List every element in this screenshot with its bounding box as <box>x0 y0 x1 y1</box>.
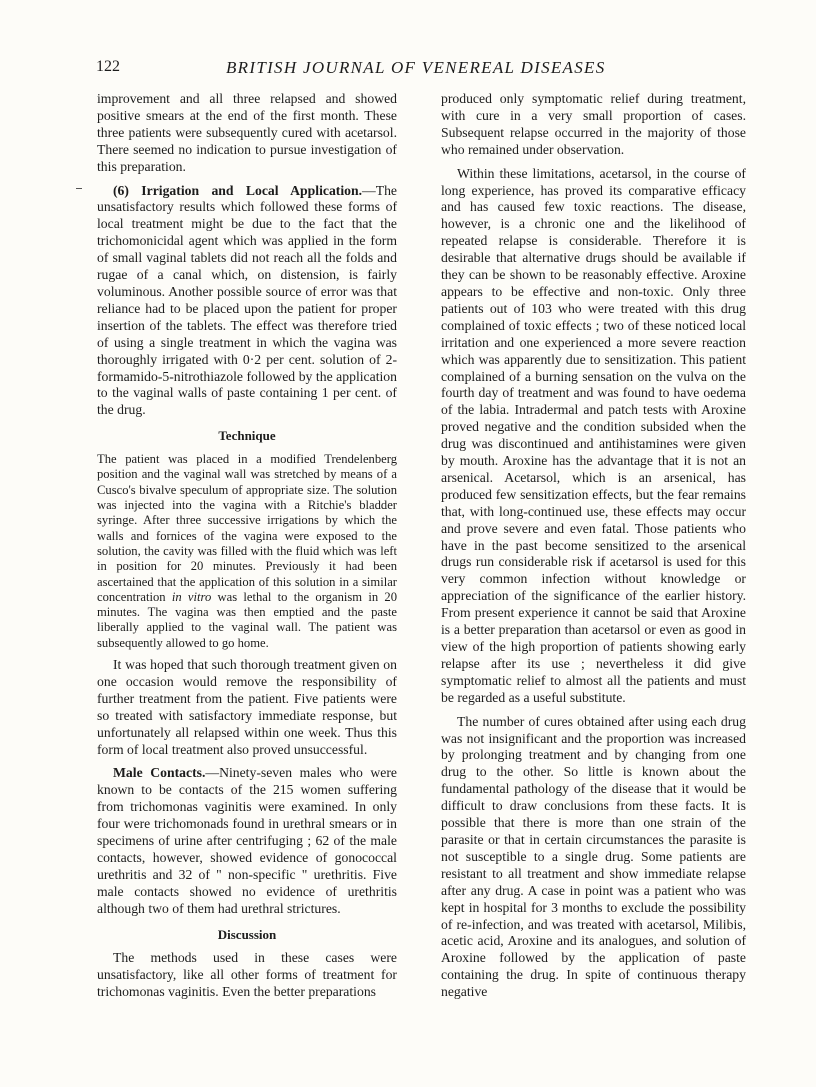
journal-title: BRITISH JOURNAL OF VENEREAL DISEASES <box>226 58 606 77</box>
paragraph-continuation: improvement and all three relapsed and showed positive smears at the end of the first month. These three patients were subsequently cured with acetarsol. There seemed no indication to pursue investigation of this preparation. <box>97 91 397 174</box>
page-number: 122 <box>96 58 120 75</box>
irrigation-heading: (6) Irrigation and Local Application. <box>113 182 363 198</box>
discussion-heading: Discussion <box>217 926 277 942</box>
male-contacts-heading: Male Contacts. <box>113 765 206 781</box>
technique-block <box>97 452 397 651</box>
right-column <box>441 91 746 1001</box>
page-header <box>96 58 726 84</box>
technique-text-1: The patient was placed in a modified Trendelenberg position and the vaginal wall was stretched by means of a Cusco's bivalve speculum of appropriate size. The solution was injected into the vagina with a Ritchie's bladder syringe. After three successive irrigations by which the walls and fornices of the vagina were exposed to the solution, the cavity was filled with the fluid which was left in position for 20 minutes. Previously it had been ascertained that the application of this solution in a similar concentration <box>97 452 397 604</box>
paragraph-symptomatic: produced only symptomatic relief during treatment, with cure in a very small proportion of cases. Subsequent relapse occurred in the majority of those who remained under observation. <box>441 91 746 157</box>
paragraph-male-contacts <box>97 765 397 917</box>
male-contacts-text: —Ninety-seven males who were known to be contacts of the 215 women suffering from trichomonas vaginitis were examined. In only four were trichomonads found in urethral smears or in specimens of urine after centrifuging ; 62 of the male contacts, however, showed evidence of gonococcal urethritis and 32 of " non-specific " urethritis. Five male contacts showed no evidence of urethritis although two of them had urethral strictures. <box>97 765 397 916</box>
paragraph-discussion: The methods used in these cases were unsatisfactory, like all other forms of treatment for trichomonas vaginitis. Even the better preparations <box>97 950 397 1000</box>
technique-italic: in vitro <box>171 589 212 604</box>
paragraph-hoped: It was hoped that such thorough treatment given on one occasion would remove the responsibility of further treatment from the patient. Five patients were so treated with satisfactory immediate response, but unfortunately all relapsed within one week. Thus this form of local treatment also proved unsuccessful. <box>97 656 397 757</box>
paragraph-cures: The number of cures obtained after using each drug was not insignificant and the proportion was increased by prolonging treatment and by changing from one drug to the other. So little is known about the fundamental pathology of the disease that it would be difficult to draw conclusions from these facts. It is possible that there is more than one strain of the parasite or that in certain circumstances the parasite is not susceptible to a single drug. Some patients are resistant to all treatment and show immediate relapse after any drug. A case in point was a patient who was kept in hospital for 3 months to exclude the possibility of re-infection, and was treated with acetarsol, Milibis, acetic acid, Aroxine and its analogues, and solution of Aroxine followed by the application of paste containing the drug. In spite of continuous therapy negative <box>441 713 746 1000</box>
margin-mark <box>76 188 82 189</box>
technique-text-2: was lethal to the organism in 20 minutes. The vagina was then emptied and the paste liberally applied to the vaginal wall. The patient was subsequently allowed to go home. <box>97 589 398 650</box>
technique-heading: Technique <box>218 428 276 444</box>
paragraph-irrigation <box>97 183 397 420</box>
irrigation-text: —The unsatisfactory results which followed these forms of local treatment might be due to the fact that the trichomonicidal agent which was applied in the form of small vaginal tablets did not reach all the folds and rugae of a canal which, on distension, is fairly voluminous. Another possible source of error was that reliance had to be placed upon the patient for proper insertion of the tablets. The effect was therefore tried of using a single treatment in which the vagina was thoroughly irrigated with 0·2 per cent. solution of 2-formamido-5-nitrothiazole followed by the application to the vaginal walls of paste containing 1 per cent. of the drug. <box>97 182 397 418</box>
paragraph-limitations: Within these limitations, acetarsol, in the course of long experience, has proved its comparative efficacy and has caused few toxic reactions. The disease, however, is a chronic one and the likelihood of repeated relapse is considerable. Therefore it is desirable that alternative drugs should be available if they can be shown to be reasonably effective. Aroxine appears to be effective and non-toxic. Only three patients out of 103 who were treated with this drug complained of toxic effects ; two of these noticed local irritation and one experienced a more severe reaction which was apparently due to sensitization. This patient complained of a burning sensation on the vulva on the fourth day of treatment and was found to have oedema of the labia. Intradermal and patch tests with Aroxine proved negative and the condition subsided when the drug was discontinued and antihistamines were given by mouth. Aroxine has the advantage that it is not an arsenical. Acetarsol, which is an arsenical, has produced few sensitization effects, but the fear remains that, with long-continued use, these effects may occur and prove severe and even fatal. Those patients who have in the past become sensitized to the arsenical drugs run considerable risk if acetarsol is used for this very common infection without knowledge or appreciation of the significance of the earlier history. From present experience it cannot be said that Aroxine is a better preparation than acetarsol or even as good in view of the high proportion of patients showing early relapse after its use ; nevertheless it did give symptomatic relief to almost all the patients and must be regarded as a useful substitute. <box>441 165 746 705</box>
left-column <box>97 91 397 1001</box>
technique-paragraph <box>97 452 397 651</box>
